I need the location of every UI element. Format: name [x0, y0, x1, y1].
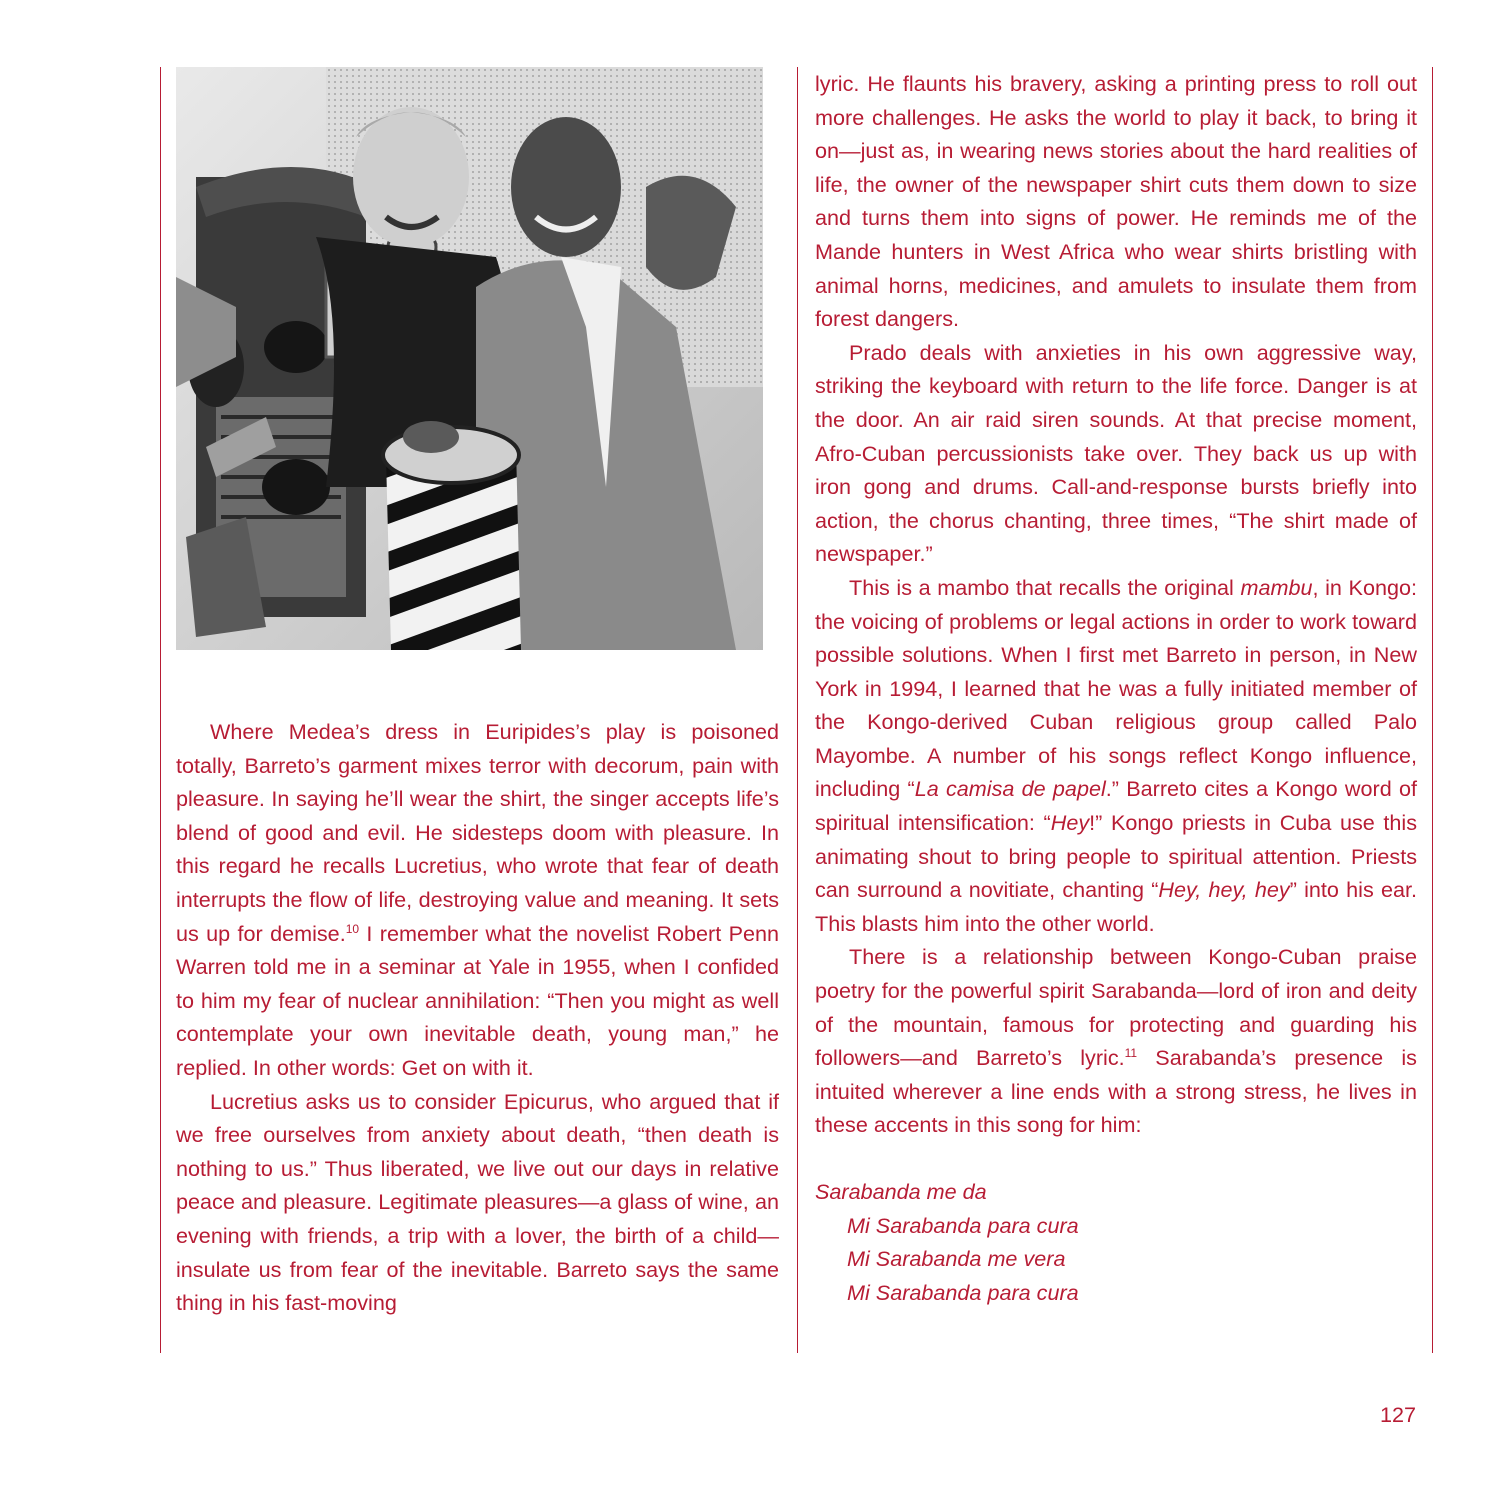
- endnote-marker-10: 10: [345, 921, 360, 936]
- photograph-drawing: [176, 67, 763, 650]
- verse-line: Mi Sarabanda para cura: [847, 1279, 1079, 1305]
- archival-photograph: [176, 67, 763, 650]
- right-margin-rule: [1432, 67, 1433, 1353]
- page-number: 127: [1379, 1402, 1416, 1427]
- song-verse: [815, 1175, 1417, 1309]
- verse-line: Mi Sarabanda para cura: [847, 1212, 1079, 1238]
- right-paragraph-1: lyric. He flaunts his bravery, asking a printing press to roll out more challenges. He asks the world to play it back, to bring it on—just as, in wearing news stories about the hard realities of life, the owner of the newspaper shirt cuts them down to size and turns them into signs of power. He reminds me of the Mande hunters in West Africa who wear shirts bristling with animal horns, medicines, and amulets to insulate them from forest dangers.: [815, 71, 1417, 332]
- right-paragraph-3: This is a mambo that recalls the original mambu, in Kongo: the voicing of problems or legal actions in order to work toward possible solutions. When I first met Barreto in person, in New York in 1994, I learned that he was a fully initiated member of the Kongo-derived Cuban religious group called Palo Mayombe. A number of his songs reflect Kongo influence, including “La camisa de papel.” Barreto cites a Kongo word of spiritual intensification: “Hey!” Kongo priests in Cuba use this animating shout to bring people to spiritual attention. Priests can surround a novitiate, chanting “Hey, hey, hey” into his ear. This blasts him into the other world.: [815, 574, 1418, 936]
- left-paragraph-1: Where Medea’s dress in Euripides’s play is poisoned totally, Barreto’s garment mixes terror with decorum, pain with pleasure. In saying he’ll wear the shirt, the singer accepts life’s blend of good and evil. He sidesteps doom with pleasure. In this regard he recalls Lucretius, who wrote that fear of death interrupts the flow of life, destroying value and meaning. It sets us up for demise.$^{10}$ I remember what the novelist Robert Penn Warren told me in a seminar at Yale in 1955, when I confided to him my fear of nuclear annihilation: “Then you might as well contemplate your own inevitable death, young man,” he replied. In other words: Get on with it.: [176, 719, 780, 1080]
- endnote-marker-11: 11: [1124, 1046, 1138, 1061]
- left-margin-rule: [160, 67, 161, 1353]
- right-paragraph-2: Prado deals with anxieties in his own aggressive way, striking the keyboard with return to the life force. Danger is at the door. An air raid siren sounds. At that precise moment, Afro-Cuban percussionists take over. They back us up with iron gong and drums. Call-and-response bursts briefly into action, the chorus chanting, three times, “The shirt made of newspaper.”: [815, 339, 1417, 567]
- left-paragraph-2: Lucretius asks us to consider Epicurus, who argued that if we free ourselves from anxiety about death, “then death is nothing to us.” Thus liberated, we live out our days in relative peace and pleasure. Legitimate pleasures—a glass of wine, an evening with friends, a trip with a lover, the birth of a child—insulate us from fear of the inevitable. Barreto says the same thing in his fast-moving: [176, 1088, 779, 1316]
- right-paragraph-4: There is a relationship between Kongo-Cuban praise poetry for the powerful spirit Sarabanda—lord of iron and deity of the mountain, famous for protecting and guarding his followers—and Barreto’s lyric.$^{11}$ Sarabanda’s presence is intuited wherever a line ends with a strong stress, he lives in these accents in this song for him:: [815, 944, 1417, 1138]
- verse-line: Sarabanda me da: [815, 1179, 987, 1204]
- verse-line: Mi Sarabanda me vera: [847, 1246, 1066, 1272]
- right-text-column: [815, 67, 1417, 1309]
- center-column-rule: [797, 67, 798, 1353]
- left-text-column: [176, 715, 779, 1320]
